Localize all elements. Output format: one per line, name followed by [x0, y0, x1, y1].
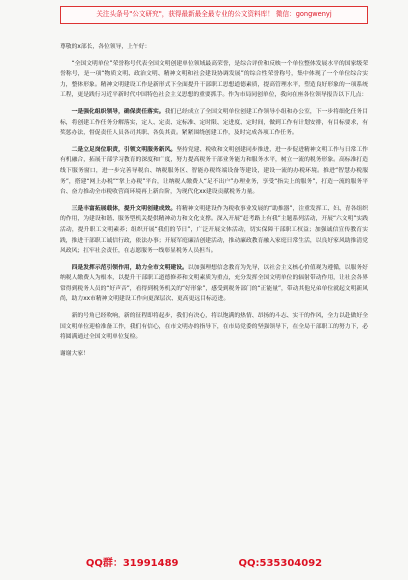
section-4	[60, 263, 368, 305]
section-1	[60, 107, 368, 139]
promo-banner-text: 关注头条号"公文研究"，获得最新最全最专业的公文资料库！ 微信：gongwenyj	[96, 10, 332, 18]
section-1-title: 一是强化组织领导，确保责任落实。	[71, 108, 165, 115]
contact-footer	[0, 556, 408, 572]
intro-paragraph: “全国文明单位”荣誉称号代表全国文明创建单位领域最高荣誉，是综合评价和反映一个单位整体发展水平的国家级荣誉称号，是一项“物质文明、政治文明、精神文明和社会建设协调发展”的综合性荣誉称号，集中体现了一个单位综合实力，整体形象。精神文明建设工作是新形式下全面提升干部职工思想道德素质，提高管理水平，塑造良好形象的一项系统工程，更是践行习近平新时代中国特色社会主义思想的重要抓手。作为市局同创单位，我向在座各位领导报告以下几点：	[60, 60, 368, 99]
section-4-title: 四是发挥示范引领作用，助力全市文明建设。	[71, 264, 188, 271]
section-2-body: 坚持党建、税收和文明创建同步推进，进一步促进精神文明工作与日常工作有机融合，拓展干部学习教育的深度和广度，努力提高税务干部业务能力和服务水平，树立一流的税务形象。高标准打造线下服务窗口，进一步完善导税台、纳税服务区、智能办税终端设备等建设，建设一流的办税环境。推进“智慧办税服务”，搭建“网上办税”“掌上办税”平台，让纳税人缴费人“足不出户”办理业务，享受“指尖上的服务”，打造一流的服务平台、奋力推动全市税收营商环境再上新台阶，为现代化xx建设贡献税务力量。	[60, 146, 368, 196]
section-4-body: 以加强理想信念教育为先导，以社会主义核心价值观为遵循，以服务好纳税人缴费人为根本，以提升干部职工道德修养和文明素质为重点，充分发挥全国文明单位的辐射带动作用，让社会各界常得到税务人员的“好声音”，看得到税务机关的“好形象”，感受到税务部门的“正能量”，带动其他兄弟单位就起文明新风尚，助力xx市精神文明建设工作向更深层次、更高更远目标迈进。	[60, 264, 368, 303]
section-1-body: 我们已经成立了全国文明单位创建工作领导小组和办公室，下一步将细化任务目标，将创建工作任务分解落实，定人、定责、定标准、定时限、定进度、定时间，做到工作有计划安排，有目标要求，有奖惩办法，督促责任人员各司其职、各负其责。紧紧围绕创建工作，及时完成各项工作任务。	[60, 108, 368, 137]
section-2-title: 二是立足岗位职责，引领文明服务新风。	[71, 146, 177, 153]
section-3-title: 三是丰富拓展载体，提升文明创建成效。	[71, 205, 177, 212]
qq-group: QQ群：31991489	[85, 558, 179, 569]
promo-banner	[60, 6, 368, 24]
closing-line: 谢谢大家！	[60, 350, 89, 357]
section-3-body: 将精神文明建设作为税收事业发展的“助推器”，注重发挥工、妇、青各组织的作用，为建设和谐、服务型机关提供精神动力和文化支撑。深入开展“赶考路上有我”主题系列活动，开展“六文明”实践活动，提升职工文明素养；组织开展“我们的节日”，广泛开展文体活动，切实保障干部职工权益；加强诚信宣传教育实践，推进干部职工诚信行政，依法办事；开展军庭廉洁创建活动，推动廉政教育融入家庭日常生活，以良好家风助推清党风政风；扛牢社会责任，在志愿服务一线彰显税务人员担当。	[60, 205, 368, 255]
section-2	[60, 145, 368, 198]
salutation: 尊敬的x部长，各位领导，上午好：	[60, 44, 151, 50]
section-3	[60, 204, 368, 257]
outro-paragraph: 新的号角已经吹响，新的征程即将起步，我们有决心，将以饱满的热情、昂扬的斗志、实干的作风，全力以赴做好全国文明单位迎检准备工作，我们有信心，在市文明办的指导下，在市局党委的坚强领导下，在全局干部职工的努力下，必将圆满通过全国文明单位复检。	[60, 313, 368, 341]
qq-number: QQ:535304092	[238, 558, 323, 569]
speech-body	[60, 28, 368, 552]
